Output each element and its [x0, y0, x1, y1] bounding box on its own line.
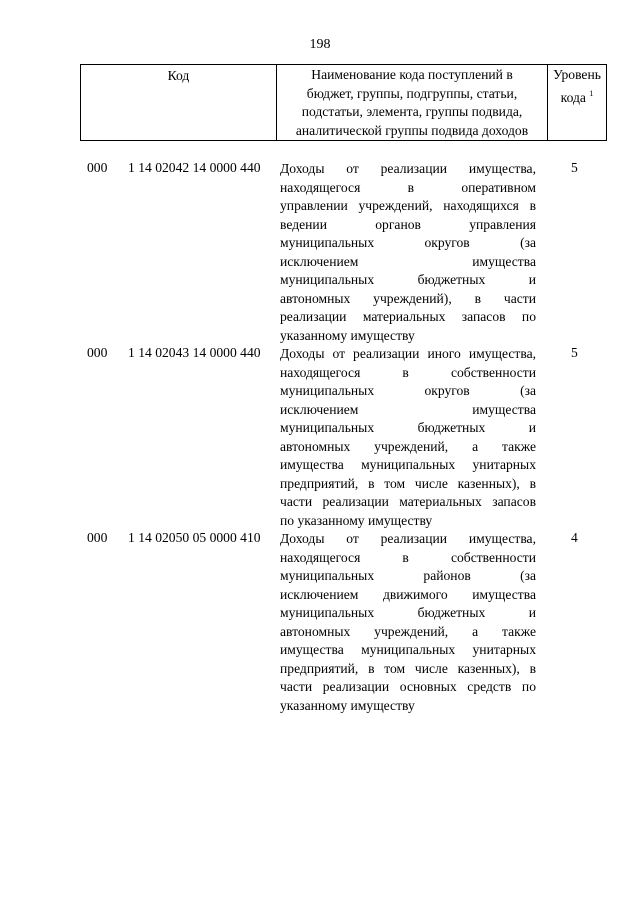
header-level-line: Уровень [553, 67, 601, 82]
row-name-line: автономных учреждений), в части [280, 290, 536, 306]
row-name-line: указанному имуществу [280, 697, 415, 713]
row-group: 000 [87, 160, 108, 175]
header-code: Код [81, 65, 277, 141]
row-name-line: исключением движимого имущества [280, 586, 536, 602]
header-name [277, 65, 548, 141]
row-name-line: реализации материальных запасов по [280, 309, 536, 325]
header-name-line: Наименование кода поступлений в [311, 67, 513, 82]
row-name-line: указанному имуществу [280, 327, 415, 343]
footnote-mark: 1 [589, 88, 594, 98]
row-name-line: части реализации основных средств по [280, 679, 536, 695]
row-group: 000 [87, 345, 108, 360]
row-name-line: автономных учреждений, а также [280, 438, 536, 454]
row-level: 5 [571, 160, 578, 175]
row-name-line: находящегося в оперативном [280, 179, 536, 195]
row-name-line: части реализации материальных запасов [280, 494, 536, 510]
row-name-line: имущества муниципальных унитарных [280, 457, 536, 473]
row-name [280, 530, 536, 715]
row-name-line: муниципальных районов (за [280, 568, 536, 584]
row-name-line: исключением имущества [280, 401, 536, 417]
row-name-line: находящегося в собственности [280, 549, 536, 565]
row-name-line: Доходы от реализации имущества, [280, 531, 536, 546]
header-level-line2 [548, 85, 606, 108]
row-name-line: Доходы от реализации имущества, [280, 161, 536, 176]
row-code: 1 14 02042 14 0000 440 [128, 160, 261, 175]
row-name-line: автономных учреждений, а также [280, 623, 536, 639]
row-name-line: муниципальных бюджетных и [280, 272, 536, 288]
row-name-line: муниципальных округов (за [280, 383, 536, 399]
row-name-line: имущества муниципальных унитарных [280, 642, 536, 658]
row-name-line: по указанному имуществу [280, 512, 433, 528]
row-code: 1 14 02043 14 0000 440 [128, 345, 261, 360]
row-name-line: исключением имущества [280, 253, 536, 269]
row-level: 4 [571, 530, 578, 545]
row-name-line: предприятий, в том числе казенных), в [280, 475, 536, 491]
header-level-text: кода [560, 89, 586, 105]
row-name-line: муниципальных бюджетных и [280, 605, 536, 621]
row-name-line: предприятий, в том числе казенных), в [280, 660, 536, 676]
header-name-line: бюджет, группы, подгруппы, статьи, [306, 85, 518, 101]
row-name-line: управлении учреждений, находящихся в [280, 198, 536, 214]
row-group: 000 [87, 530, 108, 545]
table-header [80, 64, 607, 141]
row-name-line: Доходы от реализации иного имущества, [280, 346, 536, 361]
header-level [548, 65, 607, 141]
row-name [280, 160, 536, 345]
page-number: 198 [309, 37, 331, 52]
row-name-line: муниципальных округов (за [280, 235, 536, 251]
row-code: 1 14 02050 05 0000 410 [128, 530, 261, 545]
header-name-line: аналитической группы подвида доходов [295, 122, 529, 138]
row-level: 5 [571, 345, 578, 360]
row-name-line: находящегося в собственности [280, 364, 536, 380]
row-name [280, 345, 536, 530]
row-name-line: ведении органов управления [280, 216, 536, 232]
row-name-line: муниципальных бюджетных и [280, 420, 536, 436]
header-name-line: подстатьи, элемента, группы подвида, [301, 104, 523, 120]
